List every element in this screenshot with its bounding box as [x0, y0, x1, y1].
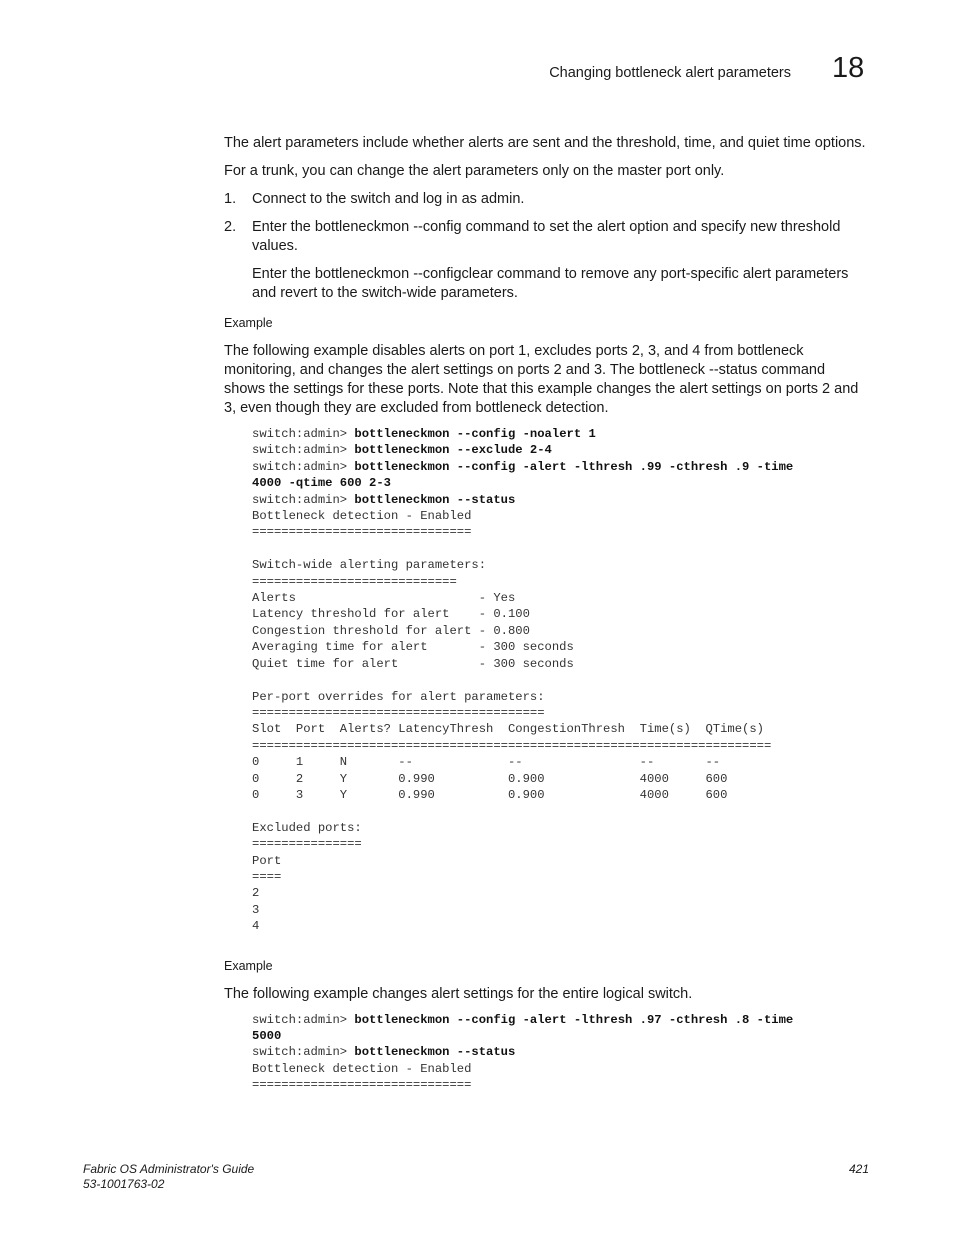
page-number: 421: [848, 1162, 869, 1176]
description-pre: The following example disables alerts on port 1, excludes ports 2, 3, and 4 from bottleneck monitoring, and changes the alert settings on ports 2 and 3. The: [224, 343, 804, 378]
code-line: ============================: [252, 574, 457, 589]
step-2-note: [224, 265, 869, 303]
code-line: Per-port overrides for alert parameters:: [252, 689, 545, 704]
code-line: 0 2 Y 0.990 0.900 4000 600: [252, 771, 728, 786]
guide-title: Fabric OS Administrator's Guide: [83, 1162, 255, 1176]
example-heading: Example: [224, 958, 273, 973]
step-number: 1.: [224, 191, 237, 207]
document-number: 53-1001763-02: [83, 1177, 165, 1191]
code-line: Congestion threshold for alert - 0.800: [252, 623, 530, 638]
shell-command: bottleneckmon --config -alert -lthresh .97 -cthresh .8 -time: [354, 1012, 794, 1027]
code-line: ===============: [252, 837, 362, 852]
step-number: 2.: [224, 219, 237, 235]
header-title: Changing bottleneck alert parameters: [549, 65, 791, 81]
code-line: [252, 427, 596, 441]
shell-prompt: switch:admin>: [252, 1012, 355, 1027]
code-line: ==============================: [252, 1078, 472, 1093]
code-line: Alerts - Yes: [252, 591, 516, 606]
code-line: [252, 493, 515, 507]
shell-prompt: switch:admin>: [252, 443, 355, 458]
code-line: =======================================================================: [252, 738, 772, 753]
code-line: ==============================: [252, 525, 472, 540]
main-content: [224, 134, 869, 1094]
shell-command: bottleneckmon --exclude 2-4: [354, 443, 552, 458]
example-heading: Example: [224, 316, 273, 330]
shell-prompt: switch:admin>: [252, 492, 355, 507]
step-text: Connect to the switch and log in as admin.: [252, 191, 525, 207]
code-line: Port: [252, 853, 282, 868]
shell-command: bottleneckmon --config -noalert 1: [354, 427, 596, 441]
shell-command: 4000 -qtime 600 2-3: [252, 476, 391, 491]
code-line: 4: [252, 919, 260, 934]
intro-paragraph-1: The alert parameters include whether alerts are sent and the threshold, time, and quiet time options.: [224, 135, 866, 151]
example-2-description: The following example changes alert settings for the entire logical switch.: [224, 985, 693, 1002]
step-2: [224, 218, 869, 256]
chapter-number: 18: [832, 52, 865, 84]
code-block-2: [252, 1012, 869, 1094]
code-line: 0 1 N -- -- -- --: [252, 755, 721, 770]
shell-command: 5000: [252, 1029, 282, 1043]
command-name: bottleneckmon --configclear: [314, 266, 493, 282]
code-line: 3: [252, 902, 260, 917]
note-text-post: command to remove any port-specific alert parameters and revert to the switch-wide parameters.: [252, 266, 849, 301]
code-line: Excluded ports:: [252, 820, 362, 835]
note-text-pre: Enter the: [252, 266, 315, 282]
intro-paragraph-2: For a trunk, you can change the alert parameters only on the master port only.: [224, 163, 725, 179]
code-line: [252, 460, 793, 474]
code-line: Quiet time for alert - 300 seconds: [252, 656, 574, 671]
command-name: bottleneckmon --config: [314, 219, 462, 235]
code-line: Averaging time for alert - 300 seconds: [252, 640, 574, 655]
shell-prompt: switch:admin>: [252, 1045, 355, 1060]
code-line: Switch-wide alerting parameters:: [252, 558, 487, 573]
code-line: [252, 443, 552, 457]
step-1: [224, 190, 869, 209]
shell-command: bottleneckmon --status: [354, 492, 516, 507]
code-line: Bottleneck detection - Enabled: [252, 1061, 472, 1076]
command-name: bottleneck --status: [638, 362, 758, 378]
code-line: Bottleneck detection - Enabled: [252, 509, 472, 524]
shell-command: bottleneckmon --config -alert -lthresh .99 -cthresh .9 -time: [354, 459, 794, 474]
shell-command: bottleneckmon --status: [354, 1045, 516, 1060]
shell-prompt: switch:admin>: [252, 427, 355, 441]
footer-guide: [83, 1162, 254, 1192]
code-line: Latency threshold for alert - 0.100: [252, 607, 530, 622]
example-1-description: [224, 342, 869, 418]
code-line: 0 3 Y 0.990 0.900 4000 600: [252, 787, 728, 802]
code-line: [252, 1013, 793, 1027]
code-line: 2: [252, 886, 260, 901]
shell-prompt: switch:admin>: [252, 459, 355, 474]
step-text-pre: Enter the: [252, 219, 315, 235]
code-line: Slot Port Alerts? LatencyThresh CongestionThresh Time(s) QTime(s): [252, 722, 764, 737]
code-block-1: [252, 426, 869, 935]
code-line: [252, 1045, 515, 1059]
code-line: ====: [252, 869, 282, 884]
code-line: [252, 1029, 281, 1043]
code-line: [252, 476, 391, 490]
step-text-post: command to set the alert option and specify new threshold values.: [252, 219, 841, 254]
code-line: ========================================: [252, 705, 545, 720]
description-post: command shows the settings for these ports. Note that this example changes the alert settings on ports 2 and 3, even though they are excluded from bottleneck detection.: [224, 362, 859, 416]
